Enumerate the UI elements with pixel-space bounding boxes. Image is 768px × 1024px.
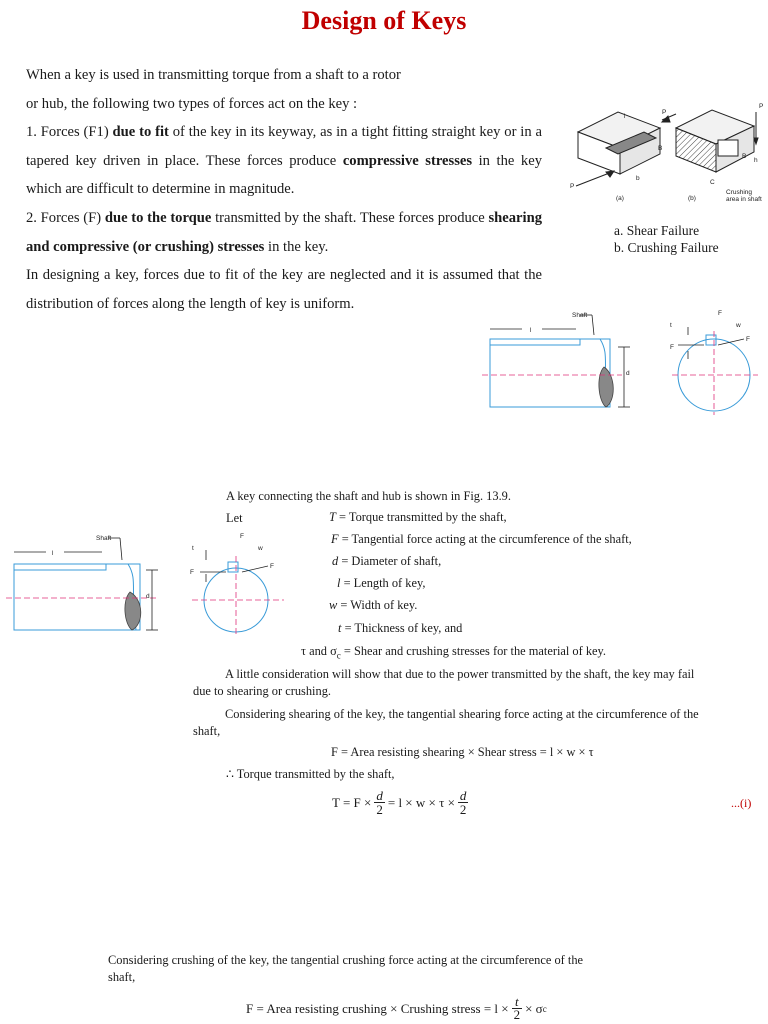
fig-reference-line: A key connecting the shaft and hub is shown in Fig. 13.9. xyxy=(226,489,511,503)
label-P-top-a: P xyxy=(662,109,667,116)
length-label-top: l xyxy=(530,327,532,334)
diameter-label-top: d xyxy=(626,370,630,377)
crushing-label-2: area in shaft xyxy=(726,196,762,203)
point-1: 1. Forces (F1) due to fit of the key in its keyway, as in a tight fitting straight key or in a tapered key driven in place. These forces produce compressive stresses in the key which are difficult to determine in magnitude. xyxy=(26,124,542,198)
label-b: (b) xyxy=(688,195,696,202)
shearing-consideration: Considering shearing of the key, the tangential shearing force acting at the circumference of the shaft, xyxy=(193,707,699,738)
label-P-b: P xyxy=(759,103,764,110)
definition-row: t = Thickness of key, and xyxy=(338,621,463,635)
caption-shear-failure: a. Shear Failure xyxy=(614,223,700,238)
label-h-b: h xyxy=(754,157,758,164)
label-b-a: b xyxy=(636,175,640,182)
force-label-left-top: F xyxy=(670,344,674,351)
torque-equation: T = F × $\frac{d}{2}$ = l × w × τ × $\frac{d}{2}$ xyxy=(332,788,467,817)
label-C-b: C xyxy=(710,179,715,186)
definition-row: F = Tangential force acting at the circumference of the shaft, xyxy=(331,532,632,546)
intro-line-1: When a key is used in transmitting torque from a shaft to a rotor xyxy=(26,67,401,83)
definition-row-stresses: τ and $\sigma_c$ = Shear and crushing stresses for the material of key. xyxy=(301,644,607,661)
force-label-left-middle: F xyxy=(190,569,194,576)
page-title: Design of Keys xyxy=(301,6,467,35)
crushing-force-equation: F = Area resisting crushing × Crushing stress = l × $\frac{t}{2}$ × σ c xyxy=(246,994,547,1022)
intro-line-2: or hub, the following two types of forces act on the key : xyxy=(26,95,358,112)
design-assumption: In designing a key, forces due to fit of the key are neglected and it is assumed that the distribution of forces along the length of key is uniform. xyxy=(26,267,542,312)
label-B-a: B xyxy=(658,145,663,152)
shaft-key-figure-middle xyxy=(6,528,306,638)
shear-force-equation: F = Area resisting shearing × Shear stress = l × w × τ xyxy=(331,745,594,759)
width-label-top: w xyxy=(736,322,741,329)
failure-captions xyxy=(614,222,719,256)
label-B-b: B xyxy=(742,153,747,160)
shaft-label-top: Shaft xyxy=(572,312,588,319)
shaft-label-middle: Shaft xyxy=(96,535,112,542)
definition-row: T = Torque transmitted by the shaft, xyxy=(329,510,507,524)
width-label-middle: w xyxy=(258,545,263,552)
torque-statement: ∴ Torque transmitted by the shaft, xyxy=(226,767,395,781)
force-label-right-middle: F xyxy=(270,563,274,570)
shaft-key-figure-top xyxy=(482,305,762,415)
thickness-label-top: t xyxy=(670,322,672,329)
label-P-bottom-a: P xyxy=(570,183,575,190)
label-a: (a) xyxy=(616,195,624,202)
definition-row: w = Width of key. xyxy=(329,598,418,612)
point-2: 2. Forces (F) due to the torque transmitted by the shaft. These forces produce shearing and compressive (or crushing) stresses in the key. xyxy=(26,209,542,255)
failure-consideration: A little consideration will show that due to the power transmitted by the shaft, the key may fail due to shearing or crushing. xyxy=(193,667,695,698)
crushing-label-1: Crushing xyxy=(726,189,753,196)
fit-force-label-middle: F xyxy=(240,533,244,540)
definition-row: l = Length of key, xyxy=(337,576,426,590)
equation-reference: ...(i) xyxy=(731,796,752,810)
let-label: Let xyxy=(226,511,243,525)
fit-force-label-top: F xyxy=(718,310,722,317)
caption-crushing-failure: b. Crushing Failure xyxy=(614,240,719,255)
force-label-right-top: F xyxy=(746,336,750,343)
crushing-consideration: Considering crushing of the key, the tangential crushing force acting at the circumference of the shaft, xyxy=(108,953,584,984)
label-l-a: l xyxy=(624,113,626,120)
definition-row: d = Diameter of shaft, xyxy=(332,554,442,568)
thickness-label-middle: t xyxy=(192,545,194,552)
key-failure-figure xyxy=(566,100,766,208)
diameter-label-middle: d xyxy=(146,593,150,600)
intro-text xyxy=(26,61,542,318)
length-label-middle: l xyxy=(52,550,54,557)
